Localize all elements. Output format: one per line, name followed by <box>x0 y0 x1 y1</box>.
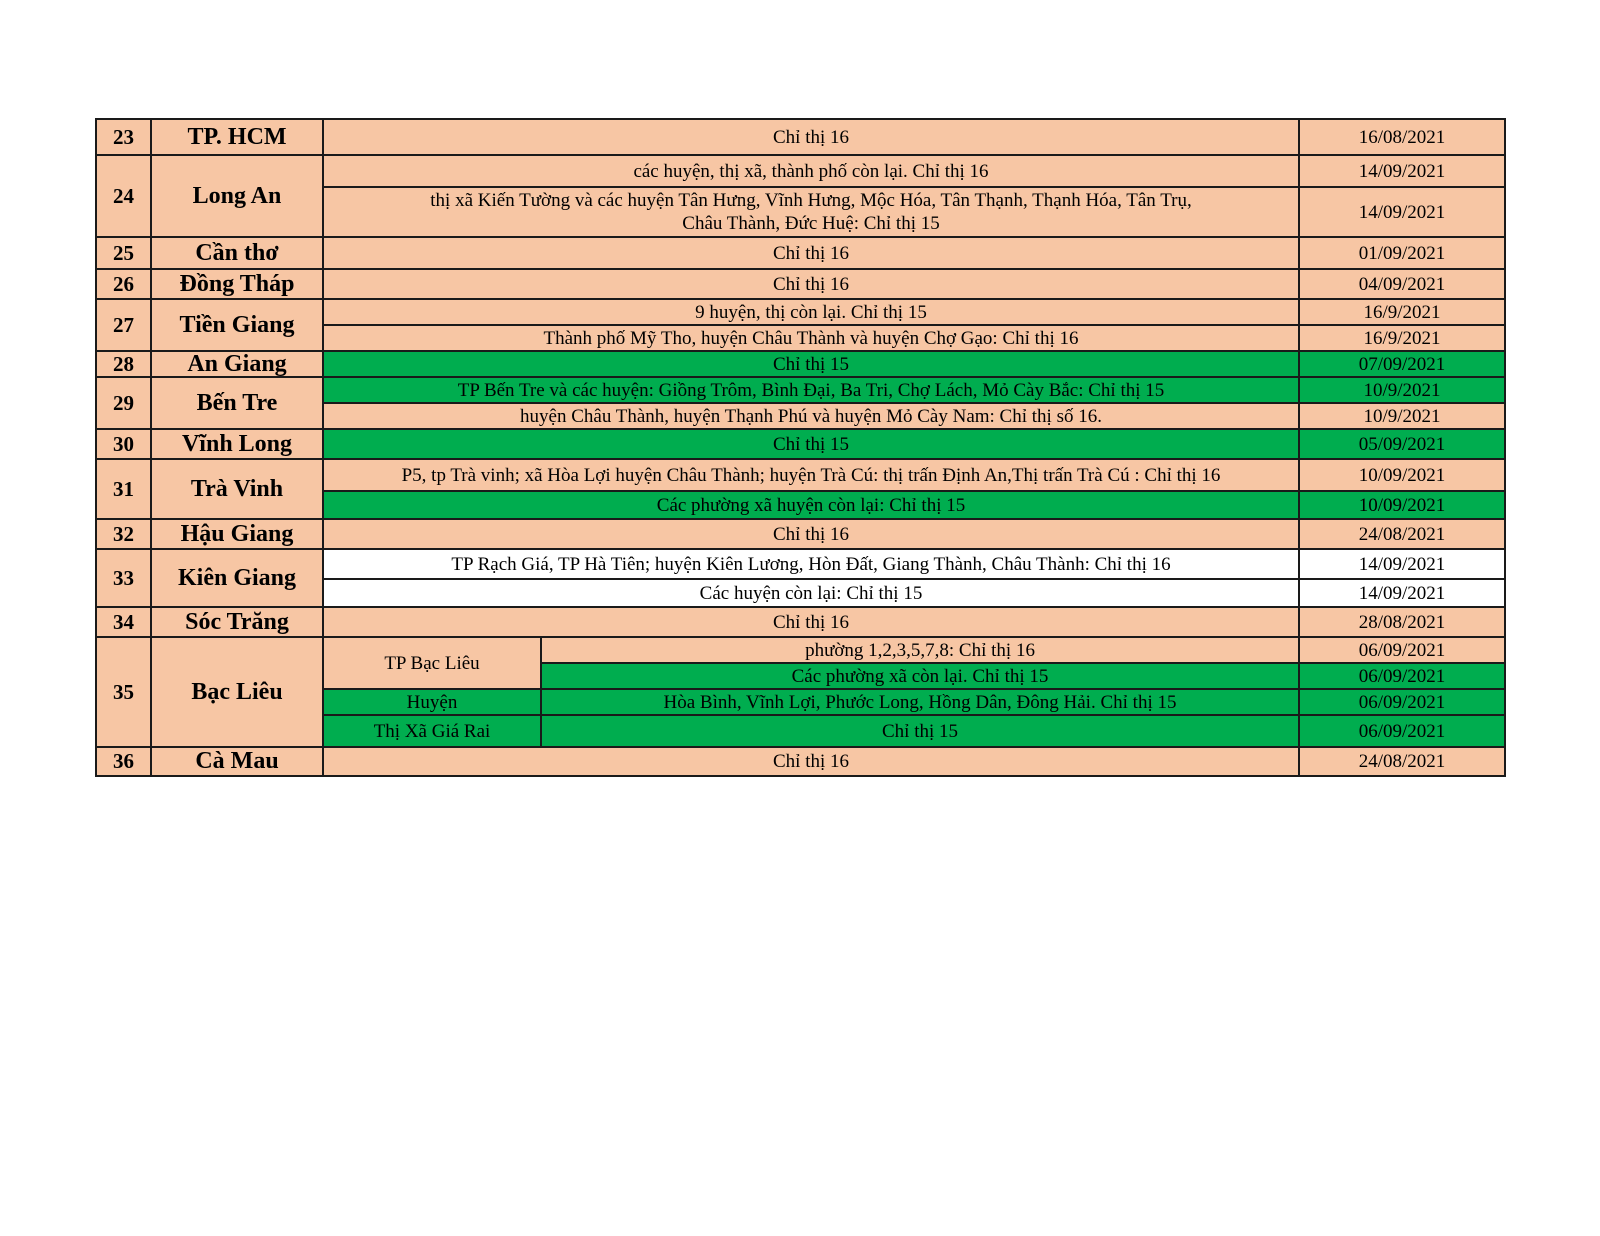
effective-date: 06/09/2021 <box>1299 663 1505 689</box>
province-name: Bến Tre <box>151 377 323 429</box>
table-row <box>96 429 1505 459</box>
province-name: TP. HCM <box>151 119 323 155</box>
directive-text-line: 9 huyện, thị còn lại. Chỉ thị 15 <box>695 301 927 323</box>
area-name: Huyện <box>323 689 541 715</box>
directive-text <box>323 269 1299 299</box>
row-number: 33 <box>96 549 151 607</box>
province-name: Cần thơ <box>151 237 323 269</box>
effective-date: 06/09/2021 <box>1299 715 1505 747</box>
effective-date: 16/08/2021 <box>1299 119 1505 155</box>
area-name: TP Bạc Liêu <box>323 637 541 689</box>
table-row <box>96 607 1505 637</box>
table-row <box>96 377 1505 403</box>
province-name: Kiên Giang <box>151 549 323 607</box>
effective-date: 10/09/2021 <box>1299 459 1505 491</box>
table-row <box>96 747 1505 776</box>
directive-text-line: Châu Thành, Đức Huệ: Chỉ thị 15 <box>682 213 940 234</box>
directive-text <box>323 299 1299 325</box>
directive-table <box>95 118 1506 777</box>
directive-text-line: huyện Châu Thành, huyện Thạnh Phú và huyện Mỏ Cày Nam: Chỉ thị số 16. <box>520 405 1102 427</box>
effective-date: 10/9/2021 <box>1299 403 1505 429</box>
table-row <box>96 351 1505 377</box>
effective-date: 01/09/2021 <box>1299 237 1505 269</box>
province-name: Hậu Giang <box>151 519 323 549</box>
province-name: Vĩnh Long <box>151 429 323 459</box>
row-number: 35 <box>96 637 151 747</box>
directive-text <box>323 351 1299 377</box>
directive-text <box>323 519 1299 549</box>
directive-text <box>323 607 1299 637</box>
directive-text <box>323 491 1299 519</box>
directive-text <box>323 377 1299 403</box>
province-name: Đồng Tháp <box>151 269 323 299</box>
directive-text: Các phường xã còn lại. Chỉ thị 15 <box>541 663 1299 689</box>
effective-date: 14/09/2021 <box>1299 187 1505 237</box>
effective-date: 24/08/2021 <box>1299 519 1505 549</box>
directive-text <box>323 403 1299 429</box>
effective-date: 14/09/2021 <box>1299 549 1505 579</box>
directive-text <box>323 119 1299 155</box>
row-number: 30 <box>96 429 151 459</box>
directive-text: Chỉ thị 16 <box>323 747 1299 776</box>
directive-text <box>323 549 1299 579</box>
directive-text-line: Chỉ thị 16 <box>773 273 850 295</box>
directive-text-line: TP Bến Tre và các huyện: Giồng Trôm, Bình Đại, Ba Tri, Chợ Lách, Mỏ Cày Bắc: Chỉ thị 15 <box>457 379 1165 401</box>
effective-date: 14/09/2021 <box>1299 579 1505 607</box>
effective-date: 06/09/2021 <box>1299 689 1505 715</box>
row-number: 36 <box>96 747 151 776</box>
table-row <box>96 155 1505 187</box>
directive-text <box>323 459 1299 491</box>
table-row <box>96 549 1505 579</box>
directive-text-line: thị xã Kiến Tường và các huyện Tân Hưng, Vĩnh Hưng, Mộc Hóa, Tân Thạnh, Thạnh Hóa, Tân Trụ, <box>430 190 1192 211</box>
province-name: Sóc Trăng <box>151 607 323 637</box>
directive-text-line: Chỉ thị 16 <box>773 611 850 633</box>
directive-text: phường 1,2,3,5,7,8: Chỉ thị 16 <box>541 637 1299 663</box>
directive-text <box>323 579 1299 607</box>
directive-text-line: Chỉ thị 16 <box>773 242 850 264</box>
directive-text-line: Thành phố Mỹ Tho, huyện Châu Thành và huyện Chợ Gạo: Chỉ thị 16 <box>543 327 1079 349</box>
effective-date: 07/09/2021 <box>1299 351 1505 377</box>
directive-text <box>323 325 1299 351</box>
row-number: 28 <box>96 351 151 377</box>
directive-text <box>323 155 1299 187</box>
table-row <box>96 637 1505 663</box>
table-body <box>96 119 1505 776</box>
row-number: 26 <box>96 269 151 299</box>
effective-date: 14/09/2021 <box>1299 155 1505 187</box>
row-number: 25 <box>96 237 151 269</box>
directive-text: Hòa Bình, Vĩnh Lợi, Phước Long, Hồng Dân, Đông Hải. Chỉ thị 15 <box>541 689 1299 715</box>
effective-date: 06/09/2021 <box>1299 637 1505 663</box>
table-row <box>96 237 1505 269</box>
table-row <box>96 519 1505 549</box>
table-row <box>96 269 1505 299</box>
row-number: 27 <box>96 299 151 351</box>
directive-text <box>323 237 1299 269</box>
province-name: An Giang <box>151 351 323 377</box>
effective-date: 05/09/2021 <box>1299 429 1505 459</box>
area-name: Thị Xã Giá Rai <box>323 715 541 747</box>
row-number: 23 <box>96 119 151 155</box>
effective-date: 24/08/2021 <box>1299 747 1505 776</box>
row-number: 32 <box>96 519 151 549</box>
effective-date: 16/9/2021 <box>1299 299 1505 325</box>
directive-text-line: Chỉ thị 16 <box>773 126 850 148</box>
directive-text-line: Chỉ thị 16 <box>773 523 850 545</box>
directive-text-line: các huyện, thị xã, thành phố còn lại. Chỉ thị 16 <box>633 160 989 182</box>
effective-date: 04/09/2021 <box>1299 269 1505 299</box>
directive-text <box>323 187 1299 237</box>
directive-text-line: Các huyện còn lại: Chỉ thị 15 <box>699 582 923 604</box>
row-number: 34 <box>96 607 151 637</box>
table-row <box>96 299 1505 325</box>
province-name: Tiền Giang <box>151 299 323 351</box>
directive-text-line: P5, tp Trà vinh; xã Hòa Lợi huyện Châu Thành; huyện Trà Cú: thị trấn Định An,Thị trấn Trà Cú : Chỉ thị 16 <box>401 464 1221 486</box>
directive-text: Chỉ thị 15 <box>541 715 1299 747</box>
table-row <box>96 459 1505 491</box>
effective-date: 10/9/2021 <box>1299 377 1505 403</box>
directive-text-line: Chỉ thị 15 <box>773 353 850 375</box>
row-number: 24 <box>96 155 151 237</box>
effective-date: 16/9/2021 <box>1299 325 1505 351</box>
table-row <box>96 119 1505 155</box>
effective-date: 28/08/2021 <box>1299 607 1505 637</box>
row-number: 31 <box>96 459 151 519</box>
effective-date: 10/09/2021 <box>1299 491 1505 519</box>
directive-text-line: Các phường xã huyện còn lại: Chỉ thị 15 <box>656 494 966 516</box>
province-name: Cà Mau <box>151 747 323 776</box>
directive-text-line: TP Rạch Giá, TP Hà Tiên; huyện Kiên Lương, Hòn Đất, Giang Thành, Châu Thành: Chỉ thị 16 <box>451 553 1171 575</box>
row-number: 29 <box>96 377 151 429</box>
directive-text <box>323 429 1299 459</box>
province-name: Trà Vinh <box>151 459 323 519</box>
province-name: Long An <box>151 155 323 237</box>
province-name: Bạc Liêu <box>151 637 323 747</box>
directive-text-line: Chỉ thị 15 <box>773 433 850 455</box>
